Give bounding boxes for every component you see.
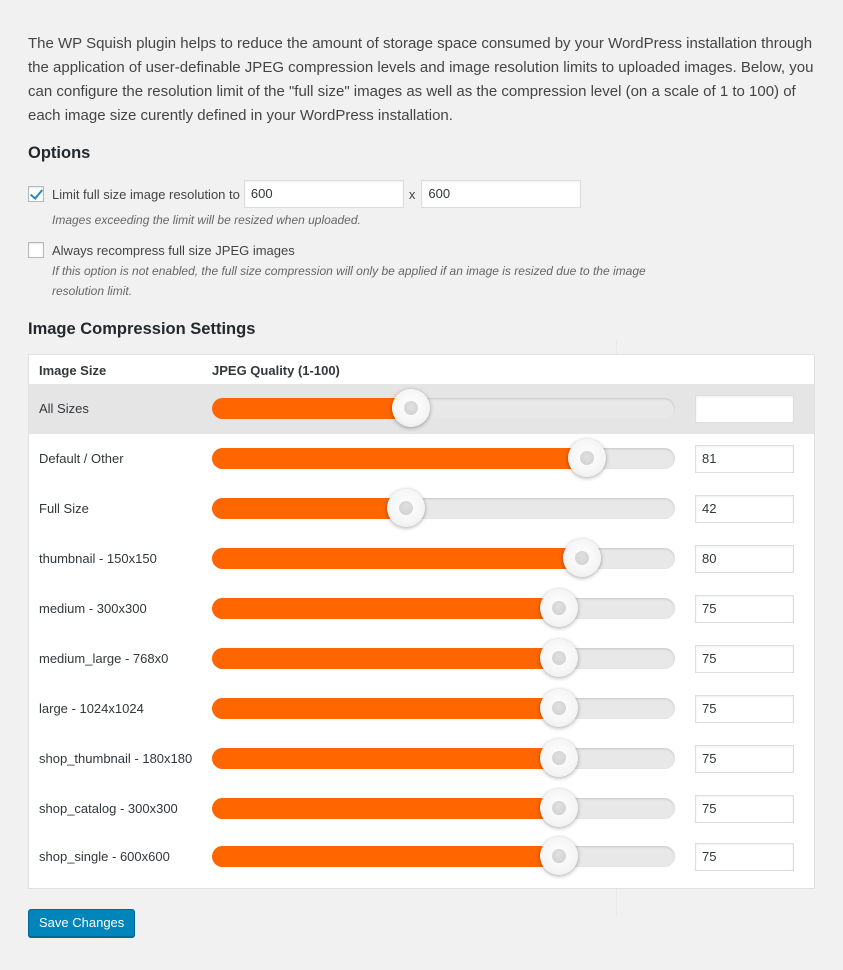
quality-slider[interactable] <box>212 698 675 719</box>
column-header-size: Image Size <box>39 363 107 378</box>
quality-slider[interactable] <box>212 398 675 419</box>
quality-input[interactable] <box>695 395 794 423</box>
slider-fill <box>212 398 411 419</box>
slider-handle[interactable] <box>540 689 578 727</box>
image-size-label: Default / Other <box>39 451 124 466</box>
slider-fill <box>212 648 559 669</box>
compression-row <box>29 832 814 882</box>
column-header-quality: JPEG Quality (1-100) <box>212 363 340 378</box>
limit-resolution-checkbox[interactable] <box>28 186 44 202</box>
quality-slider[interactable] <box>212 846 675 867</box>
image-size-label: medium - 300x300 <box>39 601 147 616</box>
quality-input[interactable]: 75 <box>695 795 794 823</box>
checkmark-icon <box>30 186 43 200</box>
slider-fill <box>212 748 559 769</box>
save-changes-button[interactable]: Save Changes <box>28 909 135 937</box>
image-size-label: large - 1024x1024 <box>39 701 144 716</box>
slider-fill <box>212 698 559 719</box>
options-heading: Options <box>28 144 91 162</box>
quality-input[interactable]: 75 <box>695 595 794 623</box>
compression-row <box>29 534 814 584</box>
image-size-label: shop_catalog - 300x300 <box>39 801 178 816</box>
quality-input[interactable]: 80 <box>695 545 794 573</box>
slider-handle[interactable] <box>540 639 578 677</box>
image-size-label: shop_single - 600x600 <box>39 849 170 864</box>
limit-width-input[interactable]: 600 <box>244 180 404 208</box>
limit-resolution-label[interactable]: Limit full size image resolution to <box>52 186 240 202</box>
quality-input[interactable]: 42 <box>695 495 794 523</box>
limit-resolution-row <box>28 180 581 208</box>
compression-row <box>29 634 814 684</box>
slider-fill <box>212 598 559 619</box>
image-size-label: All Sizes <box>39 401 89 416</box>
quality-slider[interactable] <box>212 498 675 519</box>
slider-handle[interactable] <box>392 389 430 427</box>
image-size-label: Full Size <box>39 501 89 516</box>
compression-row <box>29 384 814 434</box>
intro-text: The WP Squish plugin helps to reduce the amount of storage space consumed by your WordPress installation through the application of user-definable JPEG compression levels and image resolution limits to uploaded images. Below, you can configure the resolution limit of the "full size" images as well as the compression level (on a scale of 1 to 100) of each image size curently defined in your WordPress installation. <box>28 35 814 124</box>
quality-slider[interactable] <box>212 648 675 669</box>
compression-row <box>29 784 814 834</box>
quality-input[interactable]: 75 <box>695 745 794 773</box>
recompress-checkbox[interactable] <box>28 242 44 258</box>
limit-height-input[interactable]: 600 <box>421 180 581 208</box>
slider-handle[interactable] <box>540 837 578 875</box>
slider-handle[interactable] <box>540 789 578 827</box>
quality-slider[interactable] <box>212 548 675 569</box>
compression-row <box>29 434 814 484</box>
quality-slider[interactable] <box>212 798 675 819</box>
quality-input[interactable]: 75 <box>695 645 794 673</box>
limit-description: Images exceeding the limit will be resized when uploaded. <box>52 213 361 227</box>
slider-fill <box>212 846 559 867</box>
slider-handle[interactable] <box>568 439 606 477</box>
recompress-description: If this option is not enabled, the full size compression will only be applied if an image is resized due to the image resolution limit. <box>52 264 646 298</box>
recompress-row <box>28 242 295 258</box>
slider-handle[interactable] <box>540 589 578 627</box>
compression-heading: Image Compression Settings <box>28 320 256 338</box>
quality-slider[interactable] <box>212 748 675 769</box>
image-size-label: shop_thumbnail - 180x180 <box>39 751 193 766</box>
compression-row <box>29 484 814 534</box>
slider-fill <box>212 498 406 519</box>
dimension-separator: x <box>408 186 416 202</box>
slider-handle[interactable] <box>387 489 425 527</box>
quality-input[interactable]: 75 <box>695 695 794 723</box>
image-size-label: medium_large - 768x0 <box>39 651 169 666</box>
slider-fill <box>212 448 587 469</box>
compression-table <box>28 354 815 889</box>
slider-handle[interactable] <box>563 539 601 577</box>
image-size-label: thumbnail - 150x150 <box>39 551 157 566</box>
quality-input[interactable]: 81 <box>695 445 794 473</box>
quality-input[interactable]: 75 <box>695 843 794 871</box>
compression-row <box>29 734 814 784</box>
quality-slider[interactable] <box>212 448 675 469</box>
slider-fill <box>212 548 582 569</box>
quality-slider[interactable] <box>212 598 675 619</box>
compression-row <box>29 584 814 634</box>
compression-row <box>29 684 814 734</box>
slider-handle[interactable] <box>540 739 578 777</box>
recompress-label[interactable]: Always recompress full size JPEG images <box>52 242 295 258</box>
slider-fill <box>212 798 559 819</box>
